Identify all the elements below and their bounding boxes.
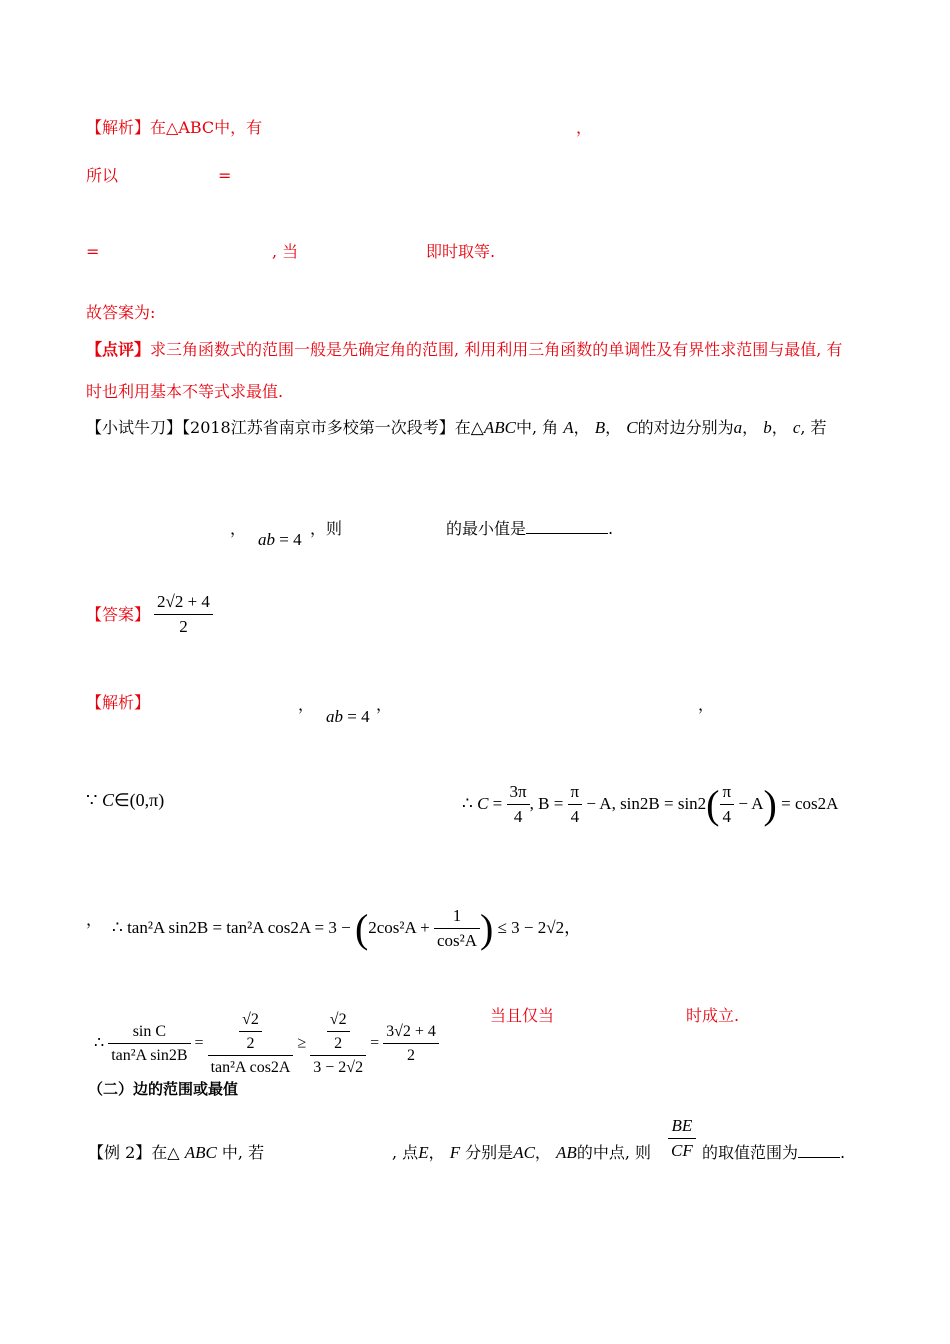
separator: ， (605, 418, 622, 437)
var-c: c (792, 418, 801, 437)
fraction-denominator: 2 (334, 1035, 343, 1053)
fraction-denominator: 3 − 2√2 (313, 1059, 364, 1077)
answer-tag: 【答案】 (86, 605, 151, 624)
midpoint-text: 的中点, 则 (576, 1143, 651, 1162)
fraction-denominator: 4 (722, 807, 732, 827)
left-paren: ( (354, 905, 369, 951)
answer-blank (526, 533, 608, 534)
eq-four: = 4 (279, 530, 302, 549)
fraction-denominator: tan²A cos2A (210, 1059, 291, 1077)
therefore-symbol: ∴ (112, 917, 123, 937)
fraction-numerator: π (568, 782, 583, 805)
cond-minimum (446, 519, 613, 538)
separator: ， (698, 695, 715, 714)
comment-text-1: 求三角函数式的范围一般是先确定角的范围, 利用利用三角函数的单调性及有界性求范围与最值, 有 (150, 340, 843, 359)
period: . (608, 519, 614, 538)
fraction-numerator: 1 (434, 906, 480, 929)
comment-tag: 【点评】 (86, 340, 151, 359)
right-paren: ) (480, 905, 494, 951)
comment-text-2: 时也利用基本不等式求最值. (86, 382, 284, 401)
jiexi2-tag: 【解析】 (86, 693, 151, 712)
jishi-text: 即时取等. (426, 242, 496, 261)
angles-line (462, 782, 838, 828)
equals-sign: = (86, 242, 100, 261)
interval: (0,π) (129, 790, 165, 810)
answer-line: 故答案为: (86, 303, 156, 322)
cond-ze: ，则 (310, 519, 343, 538)
example2-body (392, 1143, 651, 1163)
comment-line-1 (86, 340, 842, 359)
var-C: C (626, 418, 638, 437)
example-tag: 【例 2】 (88, 1143, 152, 1162)
because-line (86, 790, 164, 812)
period: . (840, 1143, 846, 1162)
trial-ruo: , 若 (800, 418, 827, 437)
be-cf-fraction (668, 1116, 696, 1162)
final-expression (94, 1010, 439, 1078)
var-E: E (418, 1143, 429, 1162)
compound-numerator (310, 1010, 366, 1056)
jiexi-line-1 (86, 118, 262, 137)
separator: ， (298, 695, 315, 714)
separator: ， (534, 1143, 551, 1162)
dang-qie-jin-dang: 当且仅当 (490, 1006, 555, 1025)
separator: ， (86, 910, 103, 929)
fraction-denominator: cos²A (436, 931, 477, 951)
var-B: B (594, 418, 606, 437)
fraction-numerator: sin C (108, 1022, 190, 1044)
because-symbol: ∵ (86, 790, 98, 810)
minimum-text: 的最小值是 (446, 519, 527, 538)
equals-sign: = (492, 793, 503, 813)
separator: ， (742, 418, 759, 437)
fraction-denominator: tan²A sin2B (111, 1047, 188, 1065)
B-expression: , B = (529, 793, 564, 813)
inequality-bound: ≤ 3 − 2√2 (497, 917, 565, 937)
therefore-symbol: ∴ (94, 1034, 105, 1052)
minus-A: − A (738, 793, 764, 813)
separator: ， (428, 1143, 445, 1162)
ge-sign: ≥ (297, 1034, 307, 1052)
jiexi-tag: 【解析】 (86, 118, 151, 137)
dang-text: , 当 (272, 242, 299, 261)
equals-sign: = (370, 1034, 380, 1052)
var-ab: ab (326, 707, 343, 726)
suoyi-label: 所以 (86, 166, 119, 185)
trial-line (86, 418, 827, 438)
triangle-abc: ABC (483, 418, 516, 437)
separator: ， (771, 418, 788, 437)
trial-source: 【2018江苏省南京市多校第一次段考】 (182, 418, 455, 437)
separator: ， (573, 418, 590, 437)
answer-numerator: 2√2 + 4 (154, 592, 213, 615)
var-b: b (763, 418, 772, 437)
var-F: F (449, 1143, 461, 1162)
fraction-numerator: BE (668, 1116, 696, 1139)
compound-numerator (208, 1010, 294, 1056)
cond-ab-eq (258, 530, 302, 550)
fraction-denominator: CF (671, 1141, 693, 1161)
example-zhong: 中, 若 (221, 1143, 265, 1162)
tan-expression-left: tan²A sin2B = tan²A cos2A = 3 − (127, 917, 351, 937)
two-cos-term: 2cos²A + (368, 917, 430, 937)
range-text (702, 1143, 845, 1162)
trial-zhong: 中, 角 (515, 418, 559, 437)
fraction-denominator: 2 (407, 1047, 416, 1065)
fraction-numerator: √2 (327, 1010, 350, 1032)
tan-line (112, 906, 581, 952)
separator: ， (564, 917, 582, 937)
answer-blank (798, 1157, 840, 1158)
right-paren: ) (763, 781, 777, 827)
var-ab: ab (258, 530, 275, 549)
answer-denominator: 2 (179, 617, 188, 637)
section-heading: （二）边的范围或最值 (88, 1080, 239, 1098)
var-A: A (563, 418, 574, 437)
trial-prefix: 在 (454, 418, 471, 437)
trial-de: 的对边分别为 (637, 418, 734, 437)
sin2B-expression: − A, sin2B = sin2 (586, 793, 707, 813)
fraction-numerator: 3π (507, 782, 530, 805)
separator: ， (376, 695, 393, 714)
cos2A-result: = cos2A (781, 793, 839, 813)
jiexi-comma: ， (576, 118, 593, 137)
triangle-symbol: △ (470, 418, 484, 437)
fraction-numerator: 3√2 + 4 (383, 1022, 439, 1044)
therefore-symbol: ∴ (462, 793, 473, 813)
fraction-numerator: π (720, 782, 735, 805)
shi-cheng-li: 时成立. (686, 1006, 740, 1025)
jiexi-lead: 在△ABC中，有 (150, 118, 263, 137)
fraction-numerator: √2 (239, 1010, 262, 1032)
var-C: C (477, 793, 489, 813)
dian-text: , 点 (392, 1143, 419, 1162)
element-of: ∈ (113, 790, 130, 810)
fenbie-text: 分别是 (465, 1143, 514, 1162)
cond-comma: ， (230, 519, 247, 538)
example-lead: 在△ (151, 1143, 180, 1162)
var-AB: AB (556, 1143, 577, 1162)
fraction-denominator: 4 (513, 807, 523, 827)
triangle-abc: ABC (184, 1143, 217, 1162)
range-label: 的取值范围为 (702, 1143, 799, 1162)
example2-lead (88, 1143, 264, 1163)
left-paren: ( (706, 781, 720, 827)
trial-tag: 【小试牛刀】 (86, 418, 183, 437)
fraction-denominator: 2 (246, 1035, 255, 1053)
eq-four: = 4 (347, 707, 370, 726)
var-a: a (733, 418, 743, 437)
answer-fraction (154, 592, 213, 638)
equals-sign: = (194, 1034, 204, 1052)
var-C: C (101, 790, 114, 810)
var-AC: AC (513, 1143, 535, 1162)
equals-sign: = (218, 166, 232, 185)
jiexi2-ab-eq (326, 707, 370, 727)
fraction-denominator: 4 (570, 807, 580, 827)
